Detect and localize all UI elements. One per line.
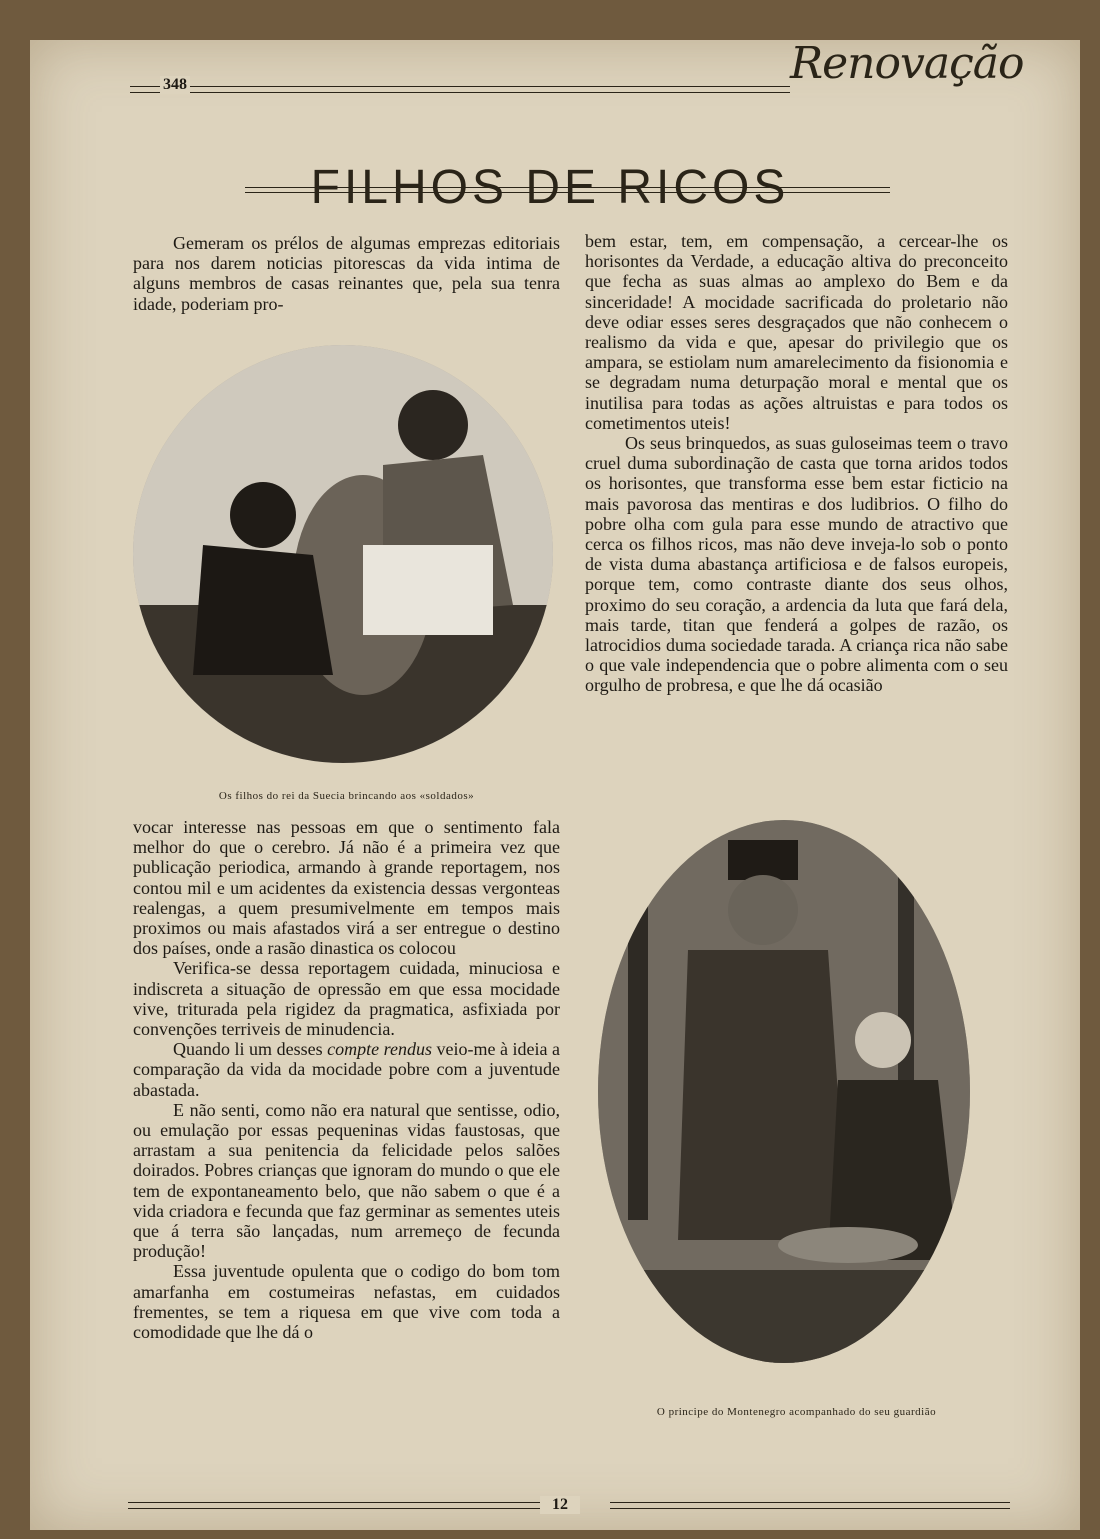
photo-swedish-princes (133, 345, 553, 763)
paragraph: Verifica-se dessa reportagem cuidada, minuciosa e indiscreta a situação de opressão em que essa mocidade vive, triturada pela rigidez da pragmatica, asfixiada por convenções terriveis de minudencia. (133, 958, 560, 1040)
paragraph-text: veio-me à ideia a comparação da vida da mocidade pobre com a juventude abastada. (133, 1039, 561, 1100)
article-title: FILHOS DE RICOS (310, 161, 790, 215)
paragraph: vocar interesse nas pessoas em que o sentimento fala melhor do que o cerebro. Já não é a primeira vez que publicação periodica, armando à grande reportagem, nos contou mil e um acidentes da existencia dessas vergonteas realengas, a quem presumivelmente em tempos mais proximos ou mais afastados virá a ser entregue o destino dos países, onde a rasão dinastica os colocou (133, 817, 560, 959)
header-rule (130, 86, 790, 87)
footer-rule (128, 1508, 553, 1509)
title-rule (245, 187, 890, 188)
photo-caption: O principe do Montenegro acompanhado do seu guardião (656, 1406, 937, 1418)
header-rule (130, 92, 790, 93)
paragraph: Essa juventude opulenta que o codigo do bom tom amarfanha em costumeiras nefastas, em cuidados frementes, se tem a riquesa em que vive com toda a comodidade que lhe dá o (133, 1261, 560, 1343)
paragraph (133, 1039, 560, 1100)
paragraph: bem estar, tem, em compensação, a cercear-lhe os horisontes da Verdade, a educação altiva do preconceito que fecha as suas almas ao amplexo do Bem e da sinceridade! A mocidade sacrificada do proletario não deve odiar esses seres desgraçados que não conhecem o realismo da vida e que, apesar do privilegio que os ampara, se estiolam num amarelecimento da fisionomia e se degradam numa deturpação moral e mental que os inutilisa para todas as ações altruistas e para todos os cometimentos uteis! (585, 231, 1008, 433)
paragraph: Os seus brinquedos, as suas guloseimas teem o travo cruel duma subordinação de casta que torna aridos todos os horisontes, que transforma esse bem estar ficticio na mais pavorosa das mentiras e dos ludibrios. O filho do pobre olha com gula para esse mundo de atractivo que cerca os filhos ricos, mas não deve inveja-lo sob o ponto de vista duma abastança artificiosa e de falsos europeis, porque tem, como contraste diante dos seus olhos, proximo do seu coração, a ardencia da luta que fará dela, mais tarde, titan que fenderá a golpes de razão, os latrocidios duma sociedade tarada. A criança rica não sabe o que vale independencia que o pobre alimenta com o seu orgulho de probresa, e que lhe dá ocasião (585, 433, 1008, 696)
left-column-bottom (133, 817, 560, 1342)
left-column-top (133, 233, 560, 314)
photo-image (133, 345, 553, 763)
photo-image (598, 820, 970, 1363)
footer-page-number: 12 (540, 1496, 580, 1514)
photo-montenegro-prince (598, 820, 970, 1363)
paragraph-text: Quando li um desses (173, 1039, 328, 1060)
photo-caption: Os filhos do rei da Suecia brincando aos «soldados» (218, 790, 475, 802)
paragraph: Gemeram os prélos de algumas emprezas editoriais para nos darem noticias pitorescas da vida intima de alguns membros de casas reinantes que, pela sua tenra idade, poderiam pro- (133, 233, 560, 314)
right-column (585, 231, 1008, 696)
page-number: 348 (160, 76, 190, 94)
footer-rule (128, 1502, 553, 1503)
footer-rule (610, 1508, 1010, 1509)
footer-rule (610, 1502, 1010, 1503)
italic-phrase: compte rendus (327, 1039, 432, 1060)
title-rule (245, 192, 890, 193)
magazine-logo: Renovação (790, 38, 1024, 89)
paragraph: E não senti, como não era natural que sentisse, odio, ou emulação por essas pequeninas vidas faustosas, que arrastam a sua penitencia da felicidade pelos salões doirados. Pobres crianças que ignoram do mundo o que ele tem de expontaneamento belo, que não sabem o que é a vida criadora e fecunda que faz germinar as sementes uteis que á terra são lançadas, num arremeço de fecunda produção! (133, 1099, 560, 1262)
